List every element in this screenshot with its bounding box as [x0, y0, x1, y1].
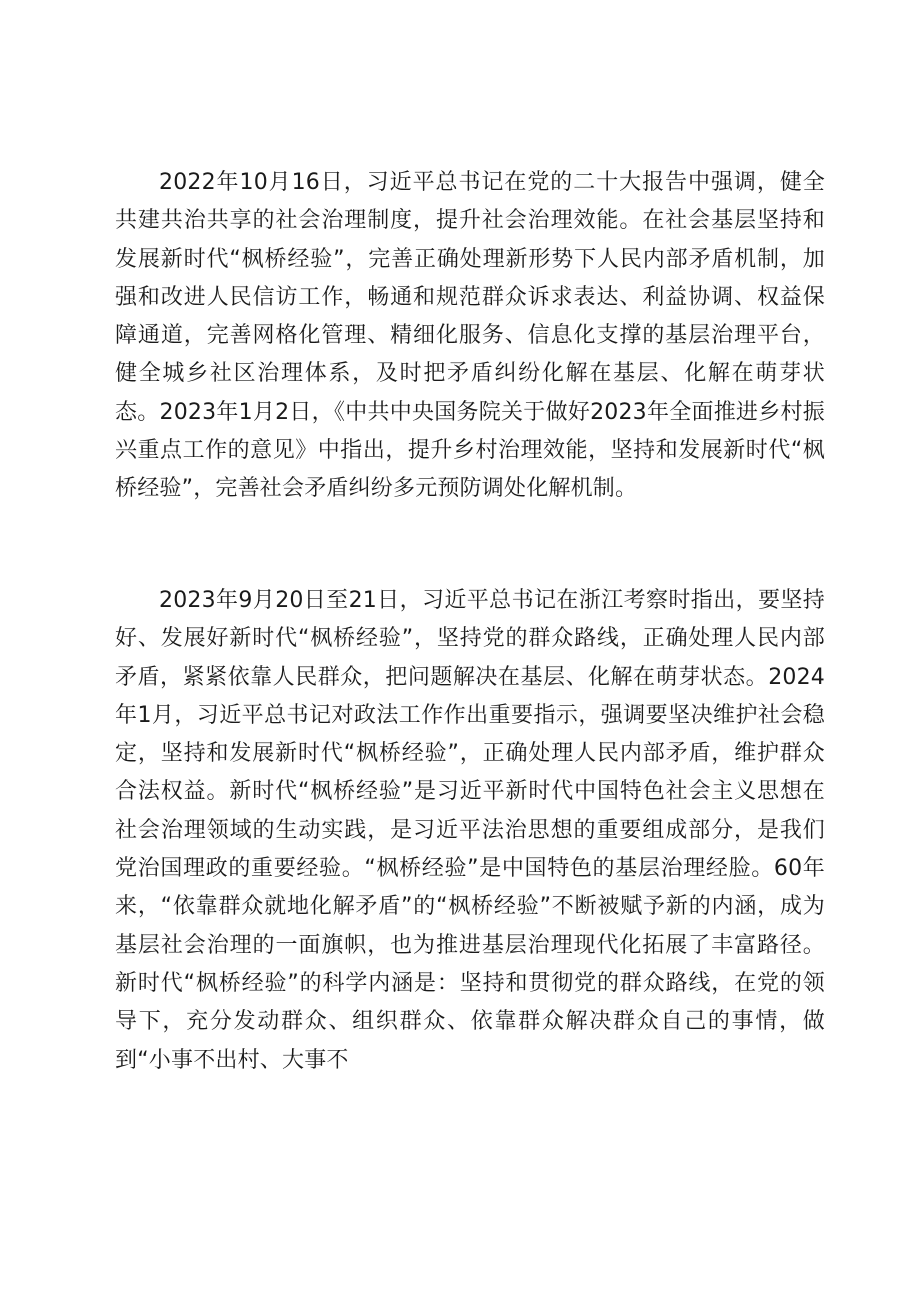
paragraph-2: 2023年9月20日至21日，习近平总书记在浙江考察时指出，要坚持好、发展好新时代“枫桥经验”，坚持党的群众路线，正确处理人民内部矛盾，紧紧依靠人民群众，把问题解决在基层、化解在萌芽状态。2024年1月，习近平总书记对政法工作作出重要指示，强调要坚决维护社会稳定，坚持和发展新时代“枫桥经验”，正确处理人民内部矛盾，维护群众合法权益。新时代“枫桥经验”是习近平新时代中国特色社会主义思想在社会治理领域的生动实践，是习近平法治思想的重要组成部分，是我们党治国理政的重要经验。“枫桥经验”是中国特色的基层治理经脸。60年来，“依靠群众就地化解矛盾”的“枫桥经验”不断被赋予新的内涵，成为基层社会治理的一面旗帜，也为推进基层治理现代化拓展了丰富路径。新时代“枫桥经验”的科学内涵是：坚持和贯彻党的群众路线，在党的领导下，充分发动群众、组织群众、依靠群众解决群众自己的事情，做到“小事不出村、大事不 [115, 588, 825, 1073]
paragraph-1: 2022年10月16日，习近平总书记在党的二十大报告中强调，健全共建共治共享的社会治理制度，提升社会治理效能。在社会基层坚持和发展新时代“枫桥经验”，完善正确处理新形势下人民内部矛盾机制，加强和改进人民信访工作，畅通和规范群众诉求表达、利益协调、权益保障通道，完善网格化管理、精细化服务、信息化支撑的基层治理平台，健全城乡社区治理体系，及时把矛盾纠纷化解在基层、化解在萌芽状态。2023年1月2日，《中共中央国务院关于做好2023年全面推进乡村振兴重点工作的意见》中指出，提升乡村治理效能，坚持和发展新时代“枫桥经验”，完善社会矛盾纠纷多元预防调处化解机制。 [115, 170, 825, 502]
